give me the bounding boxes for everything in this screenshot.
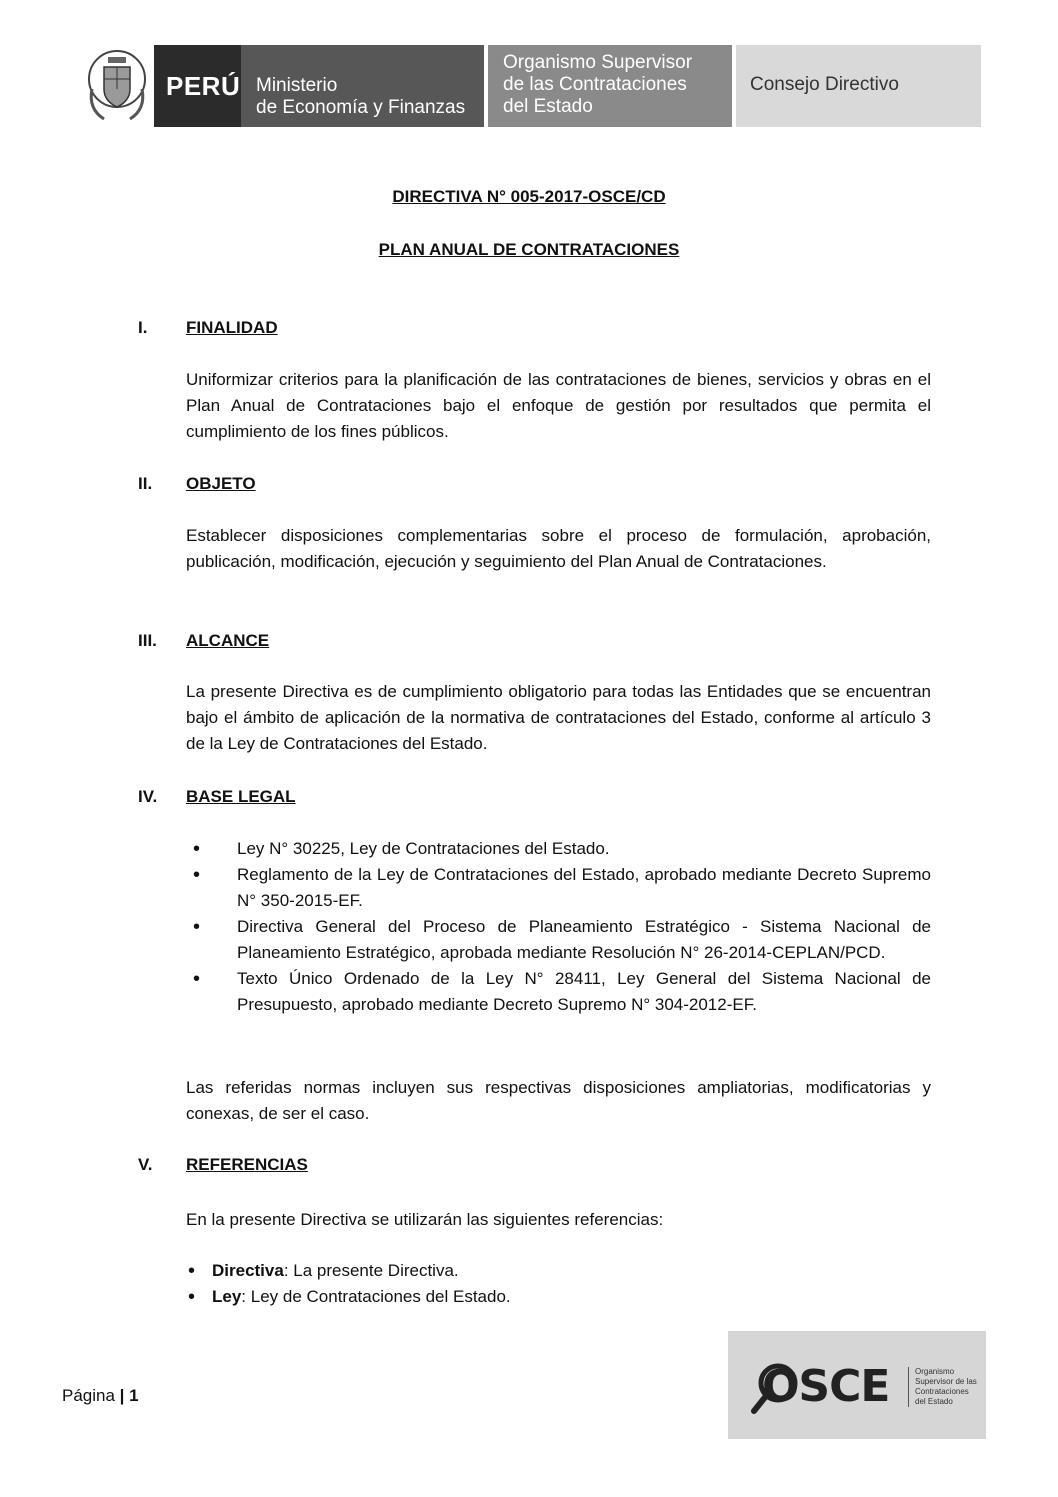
list-item: • Texto Único Ordenado de la Ley N° 28411, Ley General del Sistema Nacional de Presupuesto, aprobado mediante Decreto Supremo N° 304-2012-EF. <box>186 966 931 1018</box>
reference-definition: : Ley de Contrataciones del Estado. <box>241 1287 511 1306</box>
reference-term: Directiva <box>212 1261 284 1280</box>
section-1-number: I. <box>138 318 148 337</box>
council-label: Consejo Directivo <box>750 74 899 95</box>
legal-basis-list <box>186 836 931 1018</box>
list-item: • Directiva General del Proceso de Planeamiento Estratégico - Sistema Nacional de Planeamiento Estratégico, aprobada mediante Resolución N° 26-2014-CEPLAN/PCD. <box>186 914 931 966</box>
document-subtitle: PLAN ANUAL DE CONTRATACIONES <box>378 240 680 259</box>
ministry-line-2: de Economía y Finanzas <box>256 97 466 118</box>
section-3-number: III. <box>138 631 157 650</box>
section-5-number: V. <box>138 1155 153 1174</box>
section-2-text: Establecer disposiciones complementarias sobre el proceso de formulación, aprobación, publicación, modificación, ejecución y seguimiento del Plan Anual de Contrataciones. <box>186 526 931 571</box>
ministry-block <box>241 45 484 127</box>
section-4-heading: BASE LEGAL <box>186 787 296 806</box>
list-item <box>186 1284 931 1310</box>
document-title: DIRECTIVA N° 005-2017-OSCE/CD <box>392 187 666 206</box>
organism-line-3: del Estado <box>503 96 593 117</box>
section-2-heading: OBJETO <box>186 474 256 493</box>
section-5-heading: REFERENCIAS <box>186 1155 308 1174</box>
references-list <box>186 1258 931 1310</box>
logo-side-line: Contrataciones <box>915 1387 969 1396</box>
section-5-intro: En la presente Directiva se utilizarán las siguientes referencias: <box>186 1210 664 1229</box>
reference-term: Ley <box>212 1287 242 1306</box>
list-item: • Reglamento de la Ley de Contrataciones del Estado, aprobado mediante Decreto Supremo N° 350-2015-EF. <box>186 862 931 914</box>
section-3-heading: ALCANCE <box>186 631 270 650</box>
page-number-label <box>62 1386 139 1406</box>
section-2-number: II. <box>138 474 153 493</box>
section-1-heading: FINALIDAD <box>186 318 278 337</box>
organism-block <box>488 45 732 127</box>
council-block <box>736 45 981 127</box>
organism-line-1: Organismo Supervisor <box>503 52 693 73</box>
logo-side-line: Organismo <box>915 1367 955 1376</box>
page-separator: | <box>119 1386 125 1405</box>
section-3-text: La presente Directiva es de cumplimiento obligatorio para todas las Entidades que se encuentran bajo el ámbito de aplicación de la normativa de contrataciones del Estado, conforme al artículo 3 de la Ley de Contrataciones del Estado. <box>186 682 931 753</box>
organism-line-2: de las Contrataciones <box>503 74 687 95</box>
reference-definition: : La presente Directiva. <box>283 1261 459 1280</box>
logo-side-line: del Estado <box>915 1397 953 1406</box>
logo-side-line: Supervisor de las <box>915 1377 977 1386</box>
page-word: Página <box>62 1386 115 1405</box>
section-1-text: Uniformizar criterios para la planificación de las contrataciones de bienes, servicios y obras en el Plan Anual de Contrataciones bajo el enfoque de gestión por resultados que permita el cumplimiento de los fines públicos. <box>186 370 931 441</box>
coat-of-arms-icon <box>84 49 150 127</box>
list-item: • Ley N° 30225, Ley de Contrataciones del Estado. <box>186 836 931 862</box>
logo-text: OSCE <box>762 1361 890 1412</box>
page-number: 1 <box>129 1386 139 1405</box>
osce-logo <box>728 1331 986 1439</box>
page-header <box>84 45 981 127</box>
ministry-line-1: Ministerio <box>256 75 338 96</box>
section-4-closing: Las referidas normas incluyen sus respectivas disposiciones ampliatorias, modificatorias y conexas, de ser el caso. <box>186 1078 931 1123</box>
section-4-number: IV. <box>138 787 158 806</box>
list-item <box>186 1258 931 1284</box>
logo-side-text <box>908 1367 977 1407</box>
country-label: PERÚ <box>166 71 241 101</box>
